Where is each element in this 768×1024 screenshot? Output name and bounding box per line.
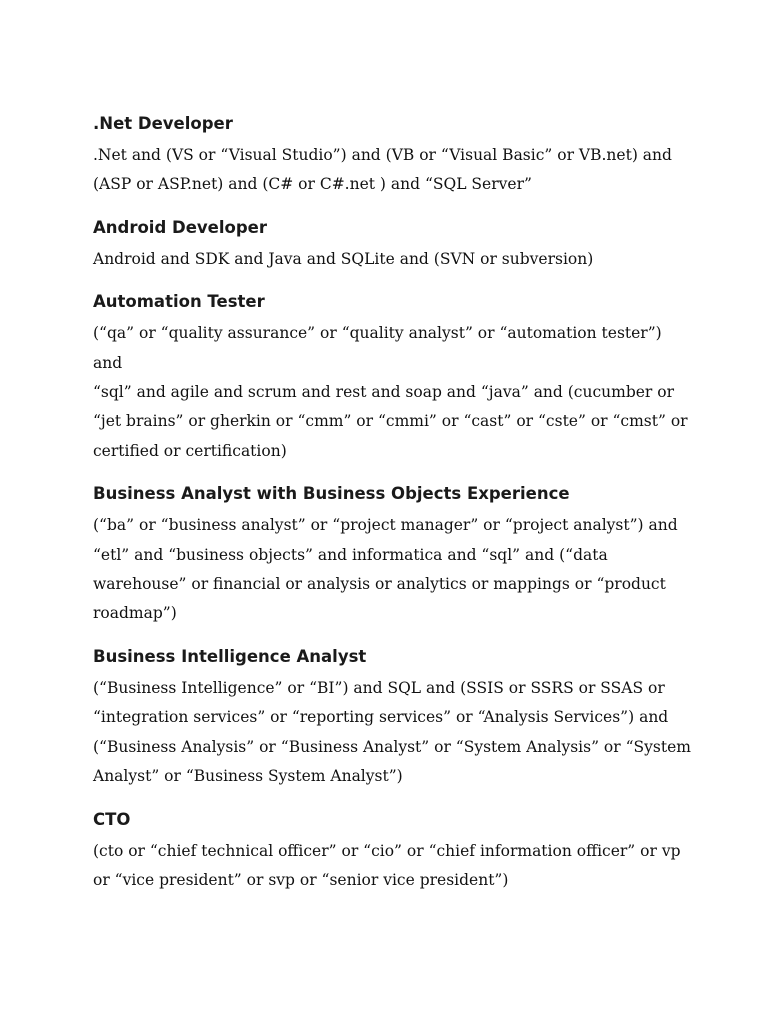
text-line: warehouse” or financial or analysis or analytics or mappings or “product	[93, 575, 666, 594]
section-heading: Business Analyst with Business Objects Experience	[93, 484, 570, 504]
section-net-developer	[93, 112, 693, 200]
section-automation-tester	[93, 290, 693, 466]
text-line: (“ba” or “business analyst” or “project manager” or “project analyst”) and	[93, 516, 678, 535]
text-line: .Net and (VS or “Visual Studio”) and (VB or “Visual Basic” or VB.net) and	[93, 146, 672, 164]
section-heading: Android Developer	[93, 217, 267, 237]
section-business-analyst-business-objects	[93, 482, 693, 629]
text-line: or “vice president” or svp or “senior vice president”)	[93, 870, 509, 889]
text-line: (cto or “chief technical officer” or “cio” or “chief information officer” or vp	[93, 841, 681, 860]
boolean-search-string	[93, 245, 693, 274]
text-line: “jet brains” or gherkin or “cmm” or “cmmi” or “cast” or “cste” or “cmst” or	[93, 412, 688, 431]
text-line: roadmap”)	[93, 604, 177, 623]
section-heading: CTO	[93, 809, 131, 829]
boolean-search-string	[93, 674, 693, 792]
section-cto	[93, 808, 693, 896]
text-line: “integration services” or “reporting services” or “Analysis Services”) and	[93, 708, 669, 727]
text-line: Android and SDK and Java and SQLite and (SVN or subversion)	[93, 249, 594, 268]
boolean-search-string	[93, 141, 693, 200]
document-page	[93, 112, 693, 911]
boolean-search-string	[93, 511, 693, 629]
text-line: certified or certification)	[93, 441, 287, 460]
text-line: (“qa” or “quality assurance” or “quality analyst” or “automation tester”) and	[93, 324, 662, 372]
text-line: “etl” and “business objects” and informatica and “sql” and (“data	[93, 545, 608, 564]
text-line: (“Business Intelligence” or “BI”) and SQL and (SSIS or SSRS or SSAS or	[93, 678, 665, 697]
section-heading: Automation Tester	[93, 292, 265, 312]
text-line: Analyst” or “Business System Analyst”)	[93, 767, 403, 786]
section-heading: Business Intelligence Analyst	[93, 646, 367, 666]
text-line: (ASP or ASP.net) and (C# or C#.net ) and “SQL Server”	[93, 175, 532, 194]
section-heading: .Net Developer	[93, 114, 233, 133]
section-business-intelligence-analyst	[93, 645, 693, 792]
boolean-search-string	[93, 837, 693, 896]
text-line: “sql” and agile and scrum and rest and soap and “java” and (cucumber or	[93, 383, 675, 402]
boolean-search-string	[93, 319, 693, 466]
section-android-developer	[93, 216, 693, 274]
text-line: (“Business Analysis” or “Business Analyst” or “System Analysis” or “System	[93, 737, 691, 756]
